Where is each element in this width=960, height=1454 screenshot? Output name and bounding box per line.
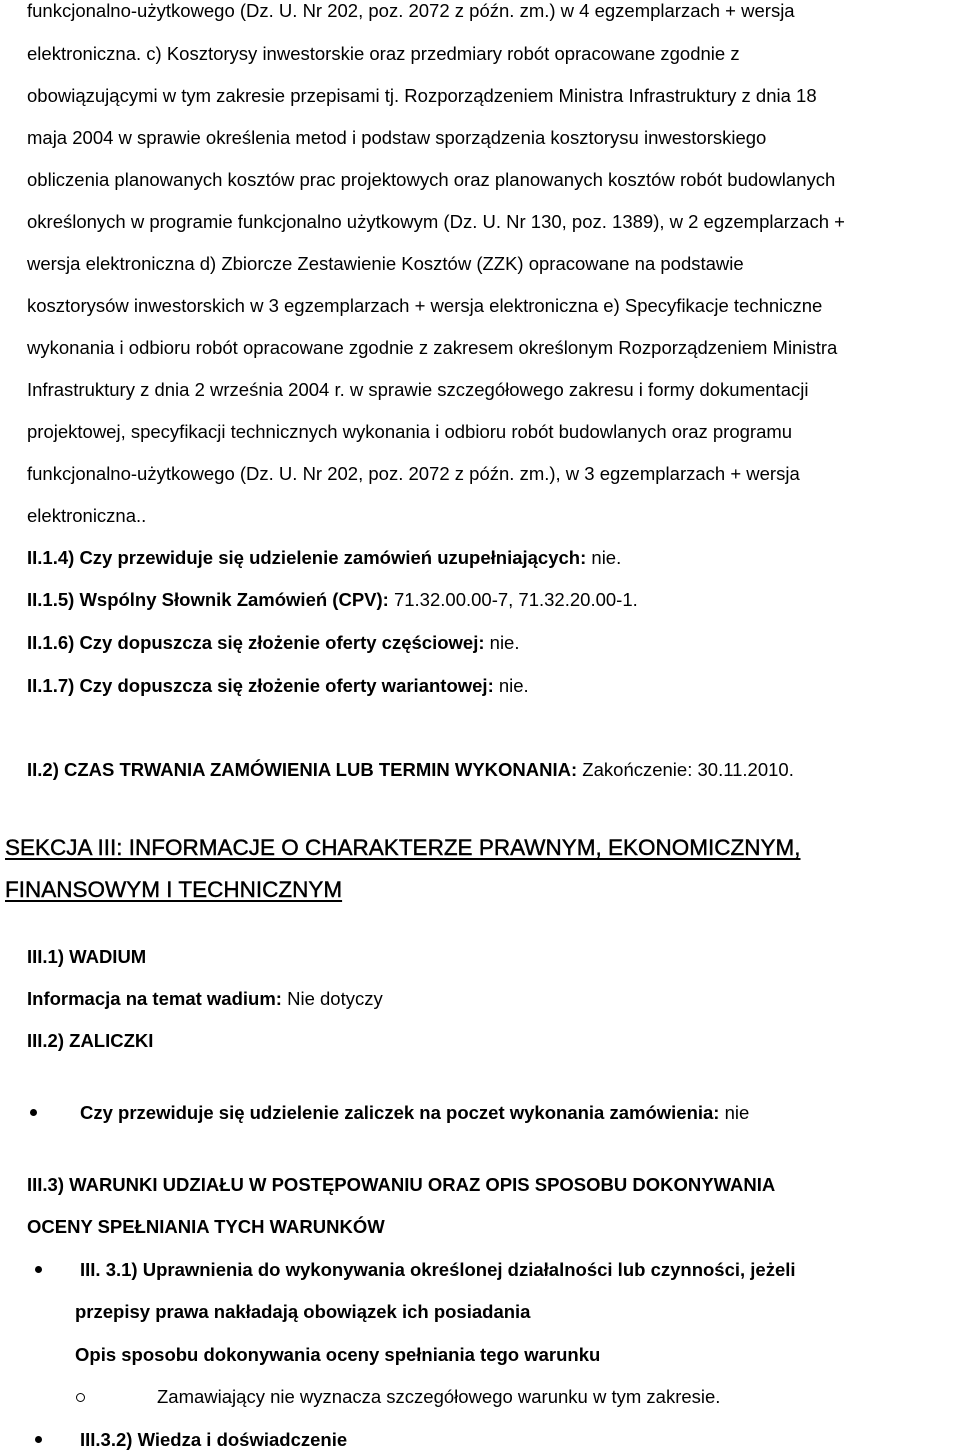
wadium-value: Nie dotyczy (281, 988, 383, 1009)
item-value: Zakończenie: 30.11.2010. (577, 759, 794, 780)
item-value: nie. (586, 547, 622, 568)
item-value: nie. (493, 675, 529, 696)
paragraph-line: elektroniczna. c) Kosztorysy inwestorskie oraz przedmiary robót opracowane zgodnie z (27, 43, 740, 64)
wadium-info (27, 988, 383, 1010)
section-iii-title-line2: FINANSOWYM I TECHNICZNYM (5, 877, 343, 902)
bullet-dot-icon (35, 1436, 42, 1443)
paragraph-line: określonych w programie funkcjonalno użytkowym (Dz. U. Nr 130, poz. 1389), w 2 egzemplarzach + (27, 211, 845, 232)
paragraph-line: maja 2004 w sprawie określenia metod i podstaw sporządzenia kosztorysu inwestorskiego (27, 127, 767, 148)
wadium-heading: III.1) WADIUM (27, 946, 147, 967)
warunki-heading-line2: OCENY SPEŁNIANIA TYCH WARUNKÓW (27, 1216, 385, 1237)
bullet-circle-icon (76, 1393, 85, 1402)
item-value: nie. (484, 632, 520, 653)
paragraph-line: obowiązującymi w tym zakresie przepisami tj. Rozporządzeniem Ministra Infrastruktury z dnia 18 (27, 85, 817, 106)
zaliczki-question-value: nie (719, 1102, 750, 1123)
paragraph-line: kosztorysów inwestorskich w 3 egzemplarzach + wersja elektroniczna e) Specyfikacje techniczne (27, 295, 823, 316)
bullet-dot-icon (30, 1109, 37, 1116)
paragraph-line: wersja elektroniczna d) Zbiorcze Zestawienie Kosztów (ZZK) opracowane na podstawie (27, 253, 744, 274)
uprawnienia-line2: przepisy prawa nakładają obowiązek ich posiadania (75, 1301, 531, 1322)
paragraph-line: funkcjonalno-użytkowego (Dz. U. Nr 202, poz. 2072 z późn. zm.) w 4 egzemplarzach + wersja (27, 0, 795, 21)
opis-heading: Opis sposobu dokonywania oceny spełniania tego warunku (75, 1344, 601, 1365)
wadium-label: Informacja na temat wadium: (27, 988, 282, 1009)
paragraph-line: funkcjonalno-użytkowego (Dz. U. Nr 202, poz. 2072 z późn. zm.), w 3 egzemplarzach + wersja (27, 463, 800, 484)
item-ii-1-4 (27, 547, 621, 569)
paragraph-line: obliczenia planowanych kosztów prac projektowych oraz planowanych kosztów robót budowlanych (27, 169, 836, 190)
item-ii-1-5 (27, 589, 638, 611)
item-value: 71.32.00.00-7, 71.32.20.00-1. (388, 589, 638, 610)
item-label: II.1.4) Czy przewiduje się udzielenie zamówień uzupełniających: (27, 547, 587, 568)
paragraph-line: Infrastruktury z dnia 2 września 2004 r. w sprawie szczegółowego zakresu i formy dokumentacji (27, 379, 809, 400)
zaliczki-question (80, 1102, 749, 1124)
section-iii-title-line1: SEKCJA III: INFORMACJE O CHARAKTERZE PRAWNYM, EKONOMICZNYM, (5, 835, 801, 860)
uprawnienia-line1: III. 3.1) Uprawnienia do wykonywania określonej działalności lub czynności, jeżeli (80, 1259, 796, 1280)
item-label: II.1.6) Czy dopuszcza się złożenie oferty częściowej: (27, 632, 485, 653)
item-label: II.1.5) Wspólny Słownik Zamówień (CPV): (27, 589, 389, 610)
item-ii-1-7 (27, 675, 529, 697)
warunki-heading-line1: III.3) WARUNKI UDZIAŁU W POSTĘPOWANIU ORAZ OPIS SPOSOBU DOKONYWANIA (27, 1174, 776, 1195)
item-label: II.2) CZAS TRWANIA ZAMÓWIENIA LUB TERMIN WYKONANIA: (27, 759, 578, 780)
bullet-dot-icon (35, 1266, 42, 1273)
item-ii-1-6 (27, 632, 519, 654)
item-label: II.1.7) Czy dopuszcza się złożenie oferty wariantowej: (27, 675, 494, 696)
opis-item: Zamawiający nie wyznacza szczegółowego warunku w tym zakresie. (157, 1386, 721, 1407)
item-ii-2 (27, 759, 794, 781)
zaliczki-heading: III.2) ZALICZKI (27, 1030, 154, 1051)
paragraph-line: elektroniczna.. (27, 505, 147, 526)
zaliczki-question-label: Czy przewiduje się udzielenie zaliczek na poczet wykonania zamówienia: (80, 1102, 720, 1123)
wiedza-heading: III.3.2) Wiedza i doświadczenie (80, 1429, 348, 1450)
paragraph-line: projektowej, specyfikacji technicznych wykonania i odbioru robót budowlanych oraz programu (27, 421, 793, 442)
paragraph-line: wykonania i odbioru robót opracowane zgodnie z zakresem określonym Rozporządzeniem Ministra (27, 337, 838, 358)
